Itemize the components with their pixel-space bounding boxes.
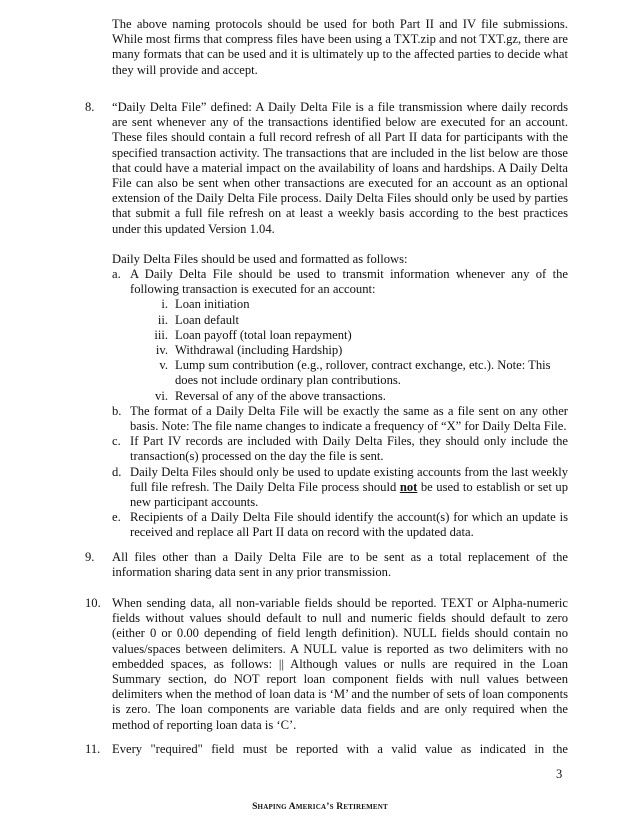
sub-item-marker: a. bbox=[112, 267, 121, 282]
transaction-text: Withdrawal (including Hardship) bbox=[175, 343, 343, 358]
transaction-item bbox=[130, 313, 568, 328]
sub-item-b bbox=[112, 404, 568, 434]
transaction-item bbox=[130, 328, 568, 343]
roman-marker: ii. bbox=[157, 312, 168, 327]
daily-delta-usage-intro: Daily Delta Files should be used and formatted as follows: bbox=[112, 251, 408, 266]
sub-item-text bbox=[130, 465, 568, 511]
list-item-11 bbox=[85, 742, 568, 757]
text-after-emphasis: be used to establish or set up new participant accounts. bbox=[130, 479, 569, 510]
item-text: When sending data, all non-variable fields should be reported. TEXT or Alpha-numeric fields without values should default to null and numeric fields should default to zero (either 0 or 0.00 depending of field length definition). NULL fields should contain no values/spaces between delimiters. A NULL value is reported as two delimiters with no embedded spaces, as follows: || Although values or nulls are required in the Loan Summary section, do NOT report loan component fields with null values between delimiters when the method of loan data is ‘M’ and the number of sets of loan components is zero. The loan components are variable data fields and are only required when the method of reporting loan data is ‘C’. bbox=[112, 596, 568, 732]
transaction-item bbox=[130, 389, 568, 404]
transaction-text: Loan payoff (total loan repayment) bbox=[175, 327, 352, 342]
sub-item-text: If Part IV records are included with Daily Delta Files, they should only include the transaction(s) processed on the day the file is sent. bbox=[130, 434, 568, 464]
intro-paragraph: The above naming protocols should be used for both Part II and IV file submissions. While most firms that compress files have been using a TXT.zip and not TXT.gz, there are many formats that can be used and it is ultimately up to the affected parties to decide what they will provide and accept. bbox=[112, 17, 568, 77]
transaction-text: Lump sum contribution (e.g., rollover, contract exchange, etc.). Note: This does not include ordinary plan contributions. bbox=[175, 358, 551, 388]
sub-item-text: Recipients of a Daily Delta File should identify the account(s) for which an update is received and replace all Part II data on record with the updated data. bbox=[130, 510, 568, 540]
page-footer: Shaping America’s Retirement bbox=[252, 802, 388, 812]
daily-delta-sub-list bbox=[112, 267, 568, 541]
transaction-item bbox=[130, 297, 568, 312]
text-before-emphasis: Daily Delta Files should only be used to update existing accounts from the last weekly full file refresh. The Daily Delta File process should bbox=[130, 464, 568, 494]
sub-item-text: The format of a Daily Delta File will be exactly the same as a file sent on any other basis. Note: The file name changes to indicate a frequency of “X” for Daily Delta File. bbox=[130, 403, 568, 434]
roman-marker: iii. bbox=[154, 327, 168, 342]
transaction-item bbox=[130, 343, 568, 358]
item-text: Every "required" field must be reported with a valid value as indicated in the bbox=[112, 742, 568, 756]
item-number: 11. bbox=[85, 742, 101, 756]
sub-item-marker: d. bbox=[112, 464, 122, 479]
emphasis-not: not bbox=[399, 479, 418, 494]
sub-item-a bbox=[112, 267, 568, 404]
roman-marker: i. bbox=[161, 297, 168, 312]
daily-delta-definition: “Daily Delta File” defined: A Daily Delta File is a file transmission where daily records are sent whenever any of the transactions identified below are executed for an account. These files should contain a full record refresh of all Part II data for participants with the specified transaction activity. The transactions that are included in the list below are those that could have a material impact on the availability of loans and hardships. A Daily Delta File can also be sent when other transactions are executed for an account as an optional extension of the Daily Delta File process. Daily Delta Files should only be used by parties that submit a full file refresh on at least a weekly basis according to the best practices under this updated Version 1.04. bbox=[112, 100, 568, 236]
sub-item-e bbox=[112, 510, 568, 540]
list-item-9 bbox=[85, 550, 568, 580]
roman-marker: v. bbox=[159, 358, 168, 373]
list-item-10 bbox=[85, 596, 568, 733]
transaction-text: Reversal of any of the above transactions. bbox=[175, 388, 386, 403]
sub-item-text: A Daily Delta File should be used to transmit information whenever any of the following transaction is executed for an account: bbox=[130, 267, 568, 297]
item-number: 9. bbox=[85, 550, 95, 564]
transaction-item bbox=[130, 358, 568, 388]
list-item-8 bbox=[85, 100, 568, 541]
item-number: 8. bbox=[85, 100, 95, 114]
sub-item-marker: c. bbox=[112, 434, 121, 449]
transaction-text: Loan default bbox=[175, 312, 239, 327]
item-text: All files other than a Daily Delta File are to be sent as a total replacement of the information sharing data sent in any prior transmission. bbox=[112, 550, 568, 580]
sub-item-marker: b. bbox=[112, 403, 122, 418]
roman-marker: vi. bbox=[155, 388, 168, 403]
page-number: 3 bbox=[556, 767, 563, 781]
sub-item-c bbox=[112, 434, 568, 464]
transaction-list bbox=[130, 297, 568, 403]
sub-item-marker: e. bbox=[112, 510, 121, 525]
item-number: 10. bbox=[85, 596, 101, 610]
sub-item-d bbox=[112, 465, 568, 511]
transaction-text: Loan initiation bbox=[175, 297, 250, 312]
roman-marker: iv. bbox=[155, 343, 168, 358]
